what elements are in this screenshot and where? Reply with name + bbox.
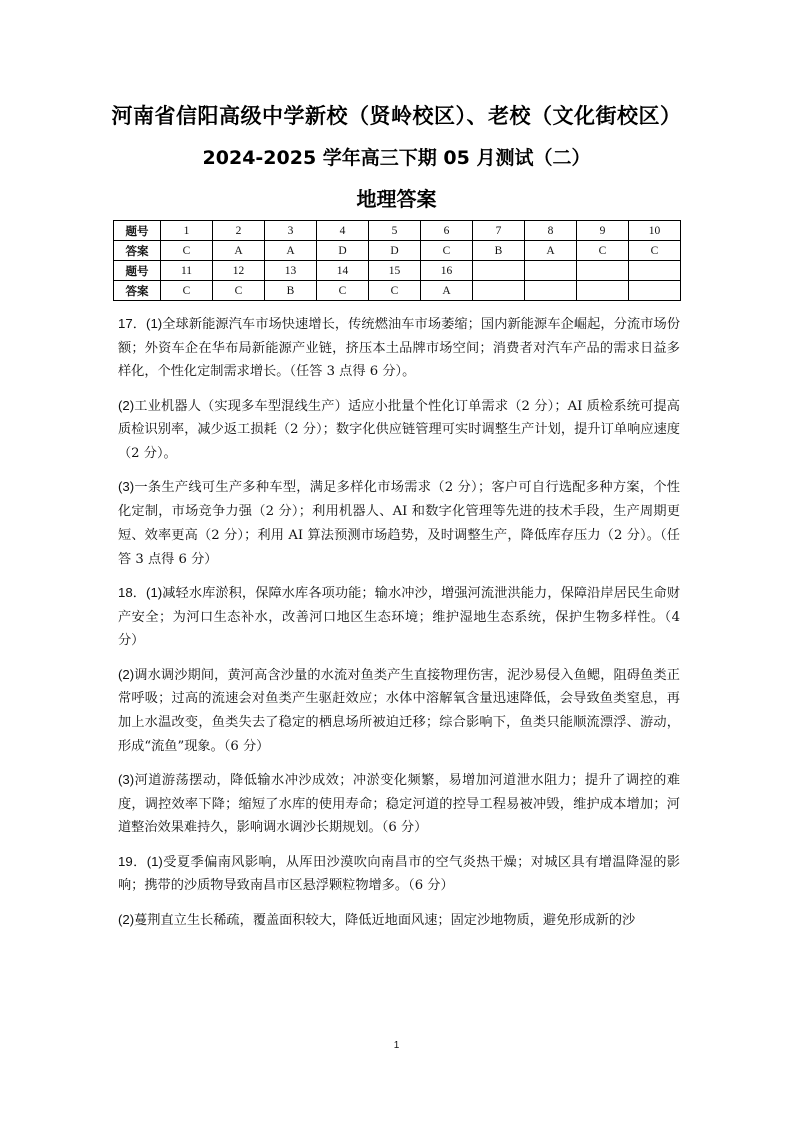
table-cell: C	[161, 241, 213, 261]
table-cell: 7	[473, 221, 525, 241]
table-cell: C	[317, 281, 369, 301]
table-cell: 4	[317, 221, 369, 241]
table-cell: 14	[317, 261, 369, 281]
table-cell: 15	[369, 261, 421, 281]
table-cell: A	[421, 281, 473, 301]
answer-text: 受夏季偏南风影响，从厍田沙漠吹向南昌市的空气炎热干燥；对城区具有增温降湿的影响；携带的沙质物导致南昌市区悬浮颗粒物增多。（6 分）	[118, 854, 680, 894]
answer-text: 河道游荡摆动，降低输水冲沙成效；冲淤变化频繁，易增加河道泄水阻力；提升了调控的难度，调控效率下降；缩短了水库的使用寿命；稳定河道的控导工程易被冲毁，维护成本增加；河道整治效果难持久，影响调水调沙长期规划。（6 分）	[118, 772, 680, 836]
question-number: 17．	[118, 316, 147, 331]
table-cell: 6	[421, 221, 473, 241]
table-cell: 3	[265, 221, 317, 241]
page-number: 1	[393, 1040, 400, 1051]
table-cell: 1	[161, 221, 213, 241]
answer-text: 调水调沙期间，黄河高含沙量的水流对鱼类产生直接物理伤害，泥沙易侵入鱼鳃，阻碍鱼类正常呼吸；过高的流速会对鱼类产生驱赶效应；水体中溶解氧含量迅速降低，会导致鱼类窒息，再加上水温改变，鱼类失去了稳定的栖息场所被迫迁移；综合影响下，鱼类只能顺流漂浮、游动，形成“流鱼”现象。（6 分）	[118, 667, 680, 754]
table-cell	[525, 281, 577, 301]
table-row-header: 答案	[114, 241, 161, 261]
sub-question-number: (1)	[146, 584, 163, 600]
subject-title: 地理答案	[356, 187, 437, 211]
answer-table	[113, 220, 681, 301]
table-row	[114, 281, 681, 301]
table-cell: C	[369, 281, 421, 301]
table-cell: A	[265, 241, 317, 261]
table-cell: 5	[369, 221, 421, 241]
table-row	[114, 241, 681, 261]
table-cell: C	[577, 241, 629, 261]
table-cell: 16	[421, 261, 473, 281]
q19-part2	[118, 908, 680, 933]
q17-part2	[118, 394, 680, 466]
table-cell: 2	[213, 221, 265, 241]
table-cell: B	[265, 281, 317, 301]
table-cell: D	[369, 241, 421, 261]
question-number: 19．	[118, 853, 147, 869]
school-title: 河南省信阳高级中学新校（贤岭校区）、老校（文化街校区）	[111, 104, 682, 128]
table-row-header: 答案	[114, 281, 161, 301]
exam-title: 2024-2025 学年高三下期 05 月测试（二）	[202, 147, 591, 169]
table-row	[114, 261, 681, 281]
table-cell: 11	[161, 261, 213, 281]
table-cell	[577, 261, 629, 281]
table-cell: C	[161, 281, 213, 301]
table-cell: A	[525, 241, 577, 261]
answer-text: 一条生产线可生产多种车型，满足多样化市场需求（2 分）；客户可自行选配多种方案，个性化定制，市场竞争力强（2 分）；利用机器人、AI 和数字化管理等先进的技术手段，生产周期更短、效率更高（2 分）；利用 AI 算法预测市场趋势，及时调整生产，降低库存压力（2 分）。（任答 3 点得 6 分）	[118, 480, 680, 567]
sub-question-number: (2)	[118, 666, 135, 682]
answer-text: 全球新能源汽车市场快速增长，传统燃油车市场萎缩；国内新能源车企崛起，分流市场份额；外资车企在华布局新能源产业链，挤压本土品牌市场空间；消费者对汽车产品的需求日益多样化，个性化定制需求增长。（任答 3 点得 6 分）。	[118, 317, 681, 380]
table-cell	[577, 281, 629, 301]
table-cell	[525, 261, 577, 281]
table-cell	[473, 261, 525, 281]
table-cell: 10	[629, 221, 681, 241]
table-cell: C	[421, 241, 473, 261]
q19-part1	[118, 850, 680, 898]
sub-question-number: (3)	[118, 771, 135, 787]
q17-part3	[118, 475, 680, 571]
table-cell	[629, 281, 681, 301]
table-cell	[629, 261, 681, 281]
answer-explanations	[118, 312, 680, 942]
question-number: 18．	[118, 584, 147, 600]
table-cell: B	[473, 241, 525, 261]
q17-part1	[118, 312, 680, 384]
answer-text: 减轻水库淤积，保障水库各项功能；输水冲沙，增强河流泄洪能力，保障沿岸居民生命财产安全；为河口生态补水，改善河口地区生态环境；维护湿地生态系统，保护生物多样性。（4 分）	[118, 585, 681, 649]
q18-part2	[118, 663, 680, 759]
table-row	[114, 221, 681, 241]
table-cell: C	[213, 281, 265, 301]
table-row-header: 题号	[114, 221, 161, 241]
sub-question-number: (3)	[118, 479, 135, 495]
table-cell: 12	[213, 261, 265, 281]
table-cell: 9	[577, 221, 629, 241]
sub-question-number: (1)	[146, 316, 163, 331]
q18-part3	[118, 768, 680, 840]
table-cell	[473, 281, 525, 301]
sub-question-number: (2)	[118, 911, 135, 927]
q18-part1	[118, 581, 680, 653]
table-cell: C	[629, 241, 681, 261]
sub-question-number: (1)	[146, 853, 163, 869]
table-row-header: 题号	[114, 261, 161, 281]
answer-text: 工业机器人（实现多车型混线生产）适应小批量个性化订单需求（2 分）；AI 质检系统可提高质检识别率，减少返工损耗（2 分）；数字化供应链管理可实时调整生产计划，提升订单响应速度（2 分）。	[118, 398, 680, 462]
table-cell: 8	[525, 221, 577, 241]
table-cell: D	[317, 241, 369, 261]
sub-question-number: (2)	[118, 397, 135, 413]
answer-text: 蔓荆直立生长稀疏，覆盖面积较大，降低近地面风速；固定沙地物质，避免形成新的沙	[134, 912, 636, 928]
table-cell: A	[213, 241, 265, 261]
table-cell: 13	[265, 261, 317, 281]
